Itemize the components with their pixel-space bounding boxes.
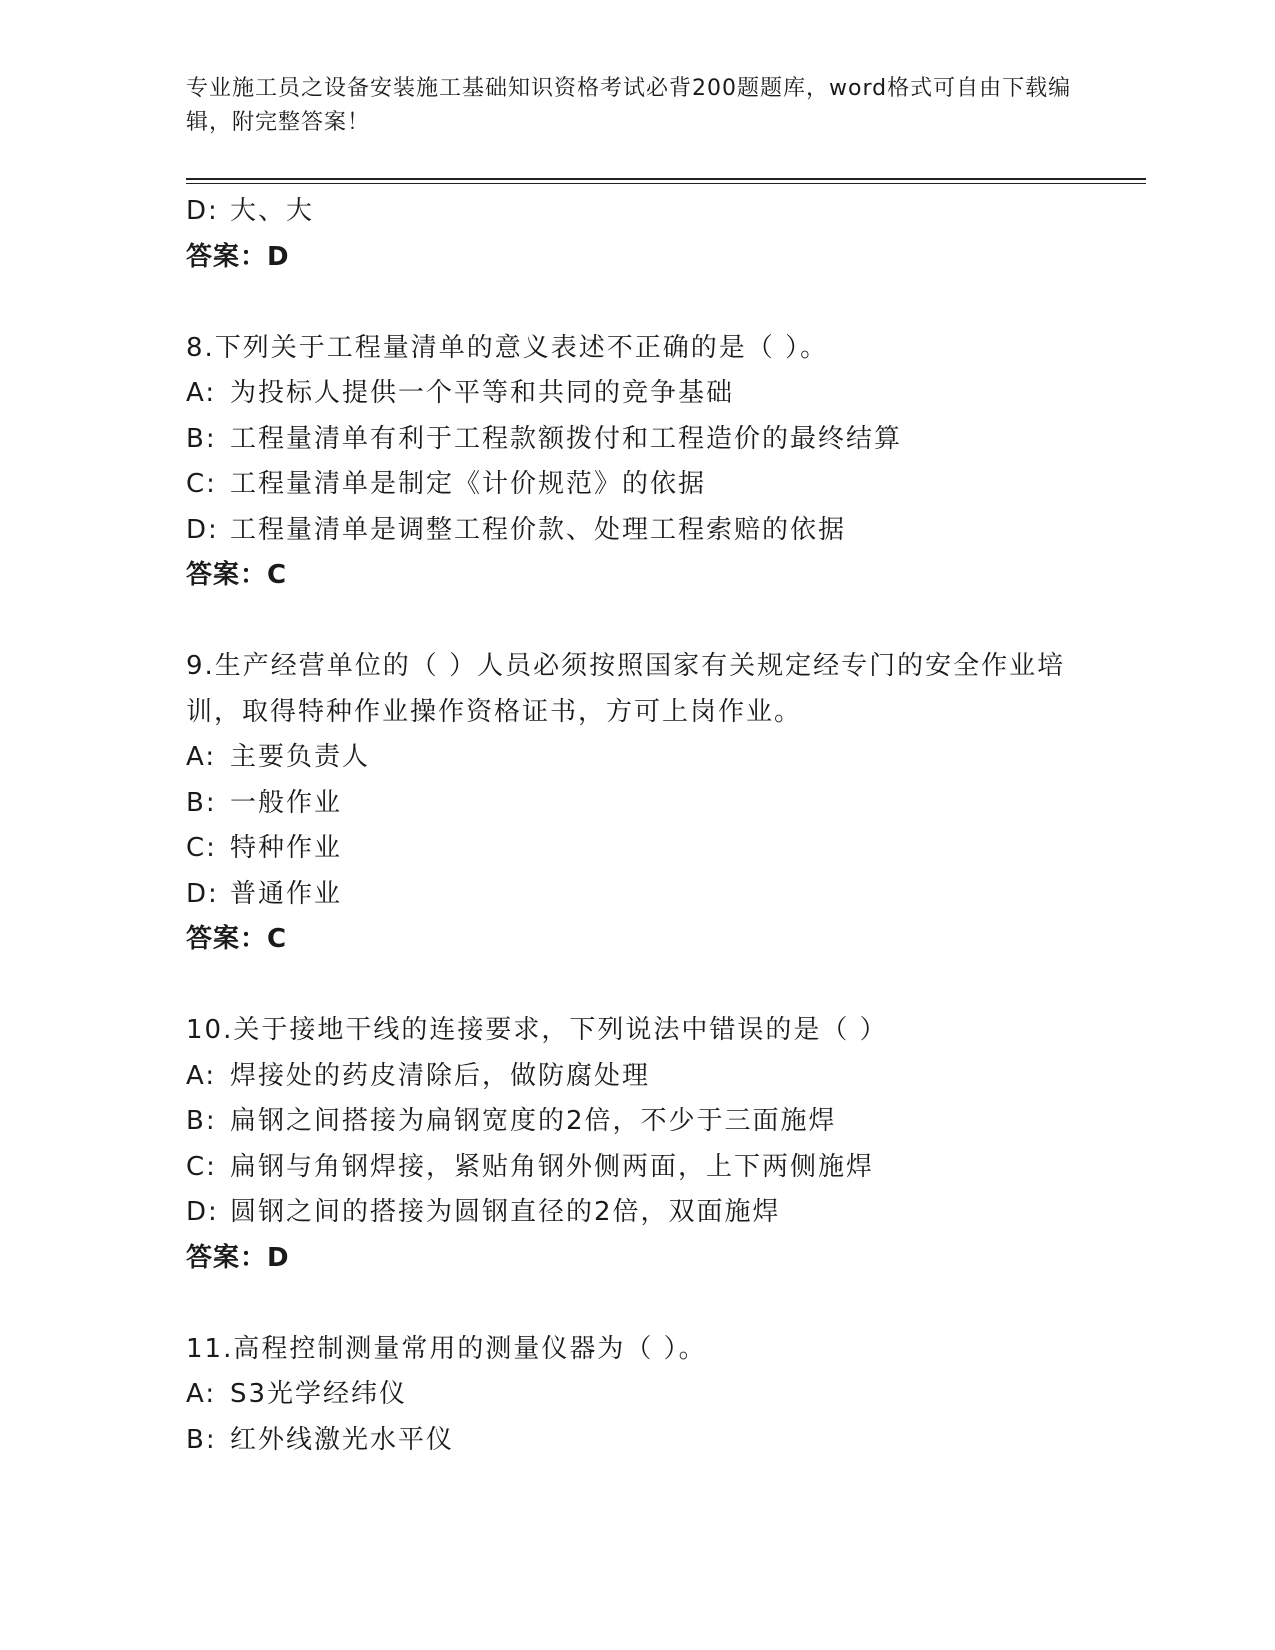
option-text: 普通作业 — [230, 878, 343, 909]
spacer — [186, 963, 1086, 1009]
option-d — [186, 508, 1086, 554]
option-text: 一般作业 — [230, 787, 343, 818]
option-letter: D: — [186, 196, 219, 226]
question-text: 10.关于接地干线的连接要求，下列说法中错误的是（ ） — [186, 1015, 888, 1045]
option-text: 大、大 — [230, 196, 315, 226]
answer: 答案：D — [186, 241, 290, 272]
option-a — [186, 1372, 1086, 1418]
header-divider-thin — [186, 183, 1146, 184]
option-letter: D: — [186, 514, 219, 545]
answer: 答案：D — [186, 1242, 290, 1273]
option-letter: C: — [186, 1151, 217, 1182]
question-text: 11.高程控制测量常用的测量仪器为（ ）。 — [186, 1333, 707, 1364]
option-letter: A: — [186, 1379, 217, 1409]
document-body — [186, 189, 1086, 1463]
option-letter: D: — [186, 878, 219, 909]
option-b — [186, 1099, 1086, 1145]
option-text: 红外线激光水平仪 — [230, 1424, 455, 1455]
question-text: 9.生产经营单位的（ ）人员必须按照国家有关规定经专门的安全作业培训，取得特种作业操作资格证书，方可上岗作业。 — [186, 651, 1066, 727]
option-letter: B: — [186, 1106, 217, 1136]
option-text: 工程量清单是调整工程价款、处理工程索赔的依据 — [230, 514, 847, 545]
spacer — [186, 1281, 1086, 1327]
option-letter: B: — [186, 423, 217, 454]
option-text: 特种作业 — [230, 833, 343, 863]
header-title: 专业施工员之设备安装施工基础知识资格考试必背200题题库，word格式可自由下载编辑，附完整答案！ — [186, 76, 1072, 135]
option-text: 焊接处的药皮清除后，做防腐处理 — [230, 1060, 651, 1091]
question-block — [186, 1008, 1086, 1281]
option-letter: C: — [186, 469, 217, 499]
header-divider — [186, 178, 1146, 180]
option-b — [186, 1418, 1086, 1464]
option-text: 主要负责人 — [230, 742, 371, 772]
option-text: 为投标人提供一个平等和共同的竞争基础 — [230, 378, 735, 408]
option-d — [186, 189, 1086, 235]
option-letter: B: — [186, 787, 217, 818]
option-a — [186, 371, 1086, 417]
spacer — [186, 280, 1086, 326]
option-text: 扁钢与角钢焊接，紧贴角钢外侧两面，上下两侧施焊 — [230, 1151, 875, 1182]
option-a — [186, 1054, 1086, 1100]
option-b — [186, 781, 1086, 827]
answer: 答案：C — [186, 560, 288, 590]
option-a — [186, 735, 1086, 781]
option-c — [186, 826, 1086, 872]
document-header — [186, 72, 1086, 140]
answer: 答案：C — [186, 924, 288, 954]
option-letter: A: — [186, 742, 217, 772]
option-text: S3光学经纬仪 — [230, 1379, 408, 1409]
option-letter: A: — [186, 1060, 217, 1091]
option-d — [186, 1190, 1086, 1236]
option-text: 扁钢之间搭接为扁钢宽度的2倍，不少于三面施焊 — [230, 1106, 837, 1136]
option-c — [186, 1145, 1086, 1191]
spacer — [186, 599, 1086, 645]
question-block — [186, 1327, 1086, 1464]
option-letter: A: — [186, 378, 217, 408]
option-b — [186, 417, 1086, 463]
option-text: 工程量清单是制定《计价规范》的依据 — [230, 469, 707, 499]
question-block — [186, 326, 1086, 599]
option-letter: D: — [186, 1197, 219, 1227]
option-letter: B: — [186, 1424, 217, 1455]
option-text: 工程量清单有利于工程款额拨付和工程造价的最终结算 — [230, 423, 903, 454]
question-text: 8.下列关于工程量清单的意义表述不正确的是（ ）。 — [186, 332, 829, 363]
option-d — [186, 872, 1086, 918]
option-text: 圆钢之间的搭接为圆钢直径的2倍，双面施焊 — [230, 1197, 781, 1227]
question-block — [186, 644, 1086, 963]
option-letter: C: — [186, 833, 217, 863]
option-c — [186, 462, 1086, 508]
